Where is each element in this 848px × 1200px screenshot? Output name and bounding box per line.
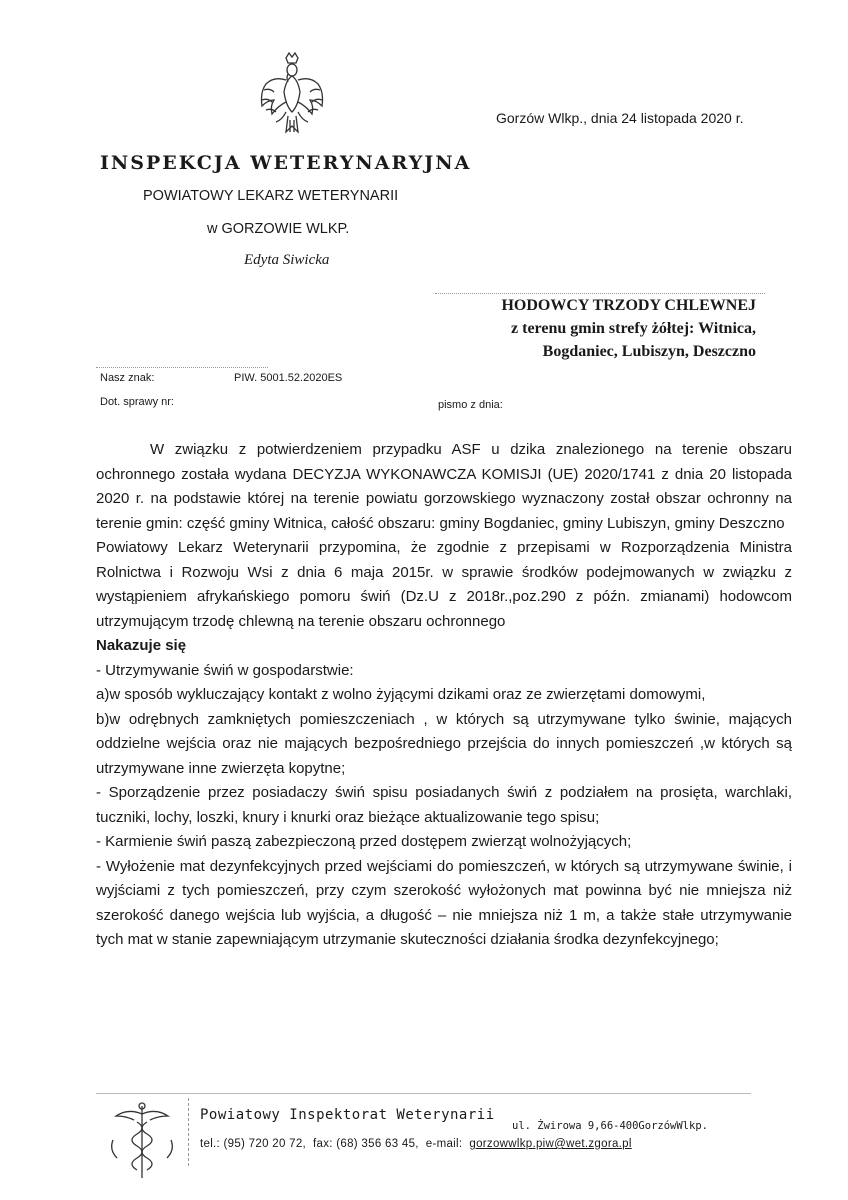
- footer-street-address: ul. Żwirowa 9,66-400GorzówWlkp.: [512, 1120, 708, 1132]
- signer-name: Edyta Siwicka: [244, 252, 330, 268]
- footer-contact-line: [200, 1138, 632, 1150]
- intro-paragraph: W związku z potwierdzeniem przypadku ASF u dzika znalezionego na terenie obszaru ochronnego została wydana DECYZJA WYKONAWCZA KOMISJI (UE) 2020/1741 z dnia 20 listopada 2020 r. na podstawie której na terenie powiatu gorzowskiego wyznaczony został obszar ochronny na terenie gmin: część gminy Witnica, całość obszaru: gminy Bogdaniec, gminy Lubiszyn, gminy Deszczno: [96, 441, 792, 532]
- footer-email-link[interactable]: gorzowwlkp.piw@wet.zgora.pl: [469, 1138, 632, 1150]
- office-name: POWIATOWY LEKARZ WETERYNARII: [143, 188, 399, 204]
- recipient-line-2: z terenu gmin strefy żółtej: Witnica,: [511, 320, 756, 337]
- footer-rule: [96, 1093, 751, 1094]
- reference-divider: [96, 367, 268, 368]
- order-item-2: - Sporządzenie przez posiadaczy świń spisu posiadanych świń z podziałem na prosięta, warchlaki, tuczniki, lochy, loszki, knury i knurki oraz bieżące aktualizowanie tego spisu;: [96, 784, 792, 826]
- order-item-1a: a)w sposób wykluczający kontakt z wolno żyjącymi dzikami oraz ze zwierzętami domowymi,: [96, 686, 706, 703]
- caduceus-emblem: [107, 1100, 177, 1182]
- footer-institution-name: Powiatowy Inspektorat Weterynarii: [200, 1107, 495, 1123]
- footer-phone: tel.: (95) 720 20 72,: [200, 1138, 307, 1150]
- case-number-label: Dot. sprawy nr:: [100, 396, 174, 408]
- letter-date-label: pismo z dnia:: [438, 399, 503, 411]
- order-item-3: - Karmienie świń paszą zabezpieczoną przed dostępem zwierząt wolnożyjących;: [96, 833, 632, 850]
- footer-divider: [188, 1098, 189, 1166]
- order-item-1: - Utrzymywanie świń w gospodarstwie:: [96, 661, 354, 679]
- institution-title: INSPEKCJA WETERYNARYJNA: [100, 152, 472, 174]
- polish-eagle-emblem: [252, 50, 332, 140]
- letter-body: [96, 438, 792, 953]
- order-heading: Nakazuje się: [96, 637, 187, 654]
- footer-fax: fax: (68) 356 63 45,: [313, 1138, 419, 1150]
- office-city: w GORZOWIE WLKP.: [207, 221, 350, 237]
- our-reference-value: PIW. 5001.52.2020ES: [234, 372, 343, 384]
- order-item-4: - Wyłożenie mat dezynfekcyjnych przed wejściami do pomieszczeń, w których są utrzymywane świnie, i wyjściami z tych pomieszczeń, przy czym szerokość wyłożonych mat powinna być nie mniejsza niż szerokość danego wejścia lub wyjścia, a długość – nie mniejsza niż 1 m, a także stałe utrzymywanie tych mat w stanie zapewniającym utrzymanie skuteczności działania środka dezynfekcyjnego;: [96, 857, 792, 948]
- order-item-1b: b)w odrębnych zamkniętych pomieszczeniach , w których są utrzymywane tylko świnie, mających oddzielne wejścia oraz nie mających bezpośredniego przejścia do innych pomieszczeń ,w których są utrzymywane inne zwierzęta kopytne;: [96, 710, 792, 777]
- recipient-divider: [435, 293, 765, 294]
- recipient-line-1: HODOWCY TRZODY CHLEWNEJ: [501, 297, 756, 314]
- our-reference-label: Nasz znak:: [100, 372, 155, 384]
- footer-email-label: e-mail:: [425, 1138, 463, 1150]
- reminder-paragraph: Powiatowy Lekarz Weterynarii przypomina, że zgodnie z przepisami w Rozporządzenia Ministra Rolnictwa i Rozwoju Wsi z dnia 6 maja 2015r. w sprawie środków podejmowanych w związku z wystąpieniem afrykańskiego pomoru świń (Dz.U z 2018r.,poz.290 z późn. zmianami) hodowcom utrzymującym trzodę chlewną na terenie obszaru ochronnego: [96, 539, 792, 630]
- document-date: Gorzów Wlkp., dnia 24 listopada 2020 r.: [496, 110, 744, 126]
- recipient-line-3: Bogdaniec, Lubiszyn, Deszczno: [542, 343, 756, 360]
